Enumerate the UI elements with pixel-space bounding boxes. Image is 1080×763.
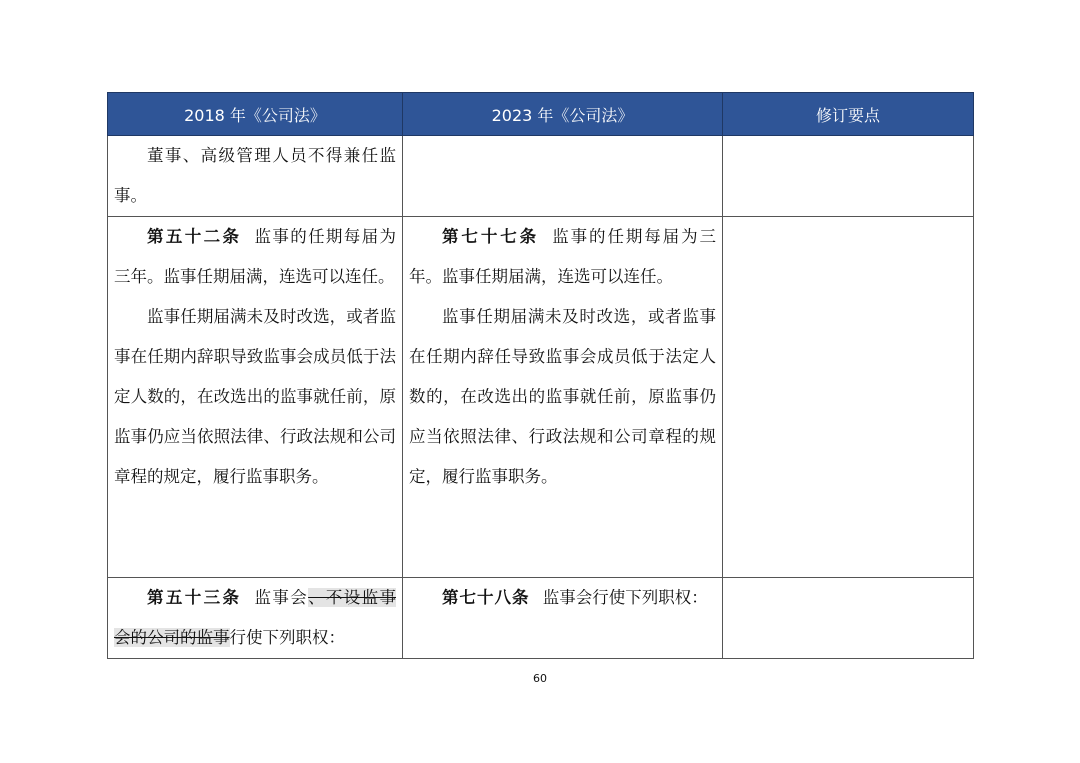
article-text: 行使下列职权： bbox=[229, 628, 345, 647]
cell-2018 bbox=[108, 217, 403, 578]
paragraph: 董事、高级管理人员不得兼任监事。 bbox=[114, 146, 396, 205]
header-2023: 2023 年《公司法》 bbox=[403, 93, 723, 136]
table-row bbox=[108, 136, 974, 217]
cell-2018 bbox=[108, 578, 403, 659]
header-row bbox=[108, 93, 974, 136]
article-number: 第七十八条 bbox=[442, 588, 530, 607]
article-number: 第五十三条 bbox=[147, 588, 242, 607]
deleted-text: 、不设监事会的公司的监事 bbox=[114, 588, 396, 647]
paragraph: 监事任期届满未及时改选，或者监事在任期内辞任导致监事会成员低于法定人数的，在改选出的监事就任前，原监事仍应当依照法律、行政法规和公司章程的规定，履行监事职务。 bbox=[409, 307, 716, 486]
paragraph bbox=[409, 217, 716, 297]
article-text: 监事的任期每届为三年。监事任期届满，连选可以连任。 bbox=[114, 227, 396, 286]
header-2018: 2018 年《公司法》 bbox=[108, 93, 403, 136]
cell-notes bbox=[723, 136, 974, 217]
cell-2018 bbox=[108, 136, 403, 217]
table-row bbox=[108, 578, 974, 659]
page-number: 60 bbox=[533, 672, 547, 685]
cell-notes bbox=[723, 578, 974, 659]
paragraph bbox=[114, 578, 396, 658]
article-text: 监事会 bbox=[254, 588, 309, 607]
cell-2023 bbox=[403, 217, 723, 578]
cell-2023 bbox=[403, 136, 723, 217]
article-number: 第五十二条 bbox=[147, 227, 242, 246]
article-text: 监事的任期每届为三年。监事任期届满，连选可以连任。 bbox=[409, 227, 717, 286]
paragraph bbox=[409, 578, 716, 618]
paragraph bbox=[114, 217, 396, 297]
cell-2023 bbox=[403, 578, 723, 659]
article-number: 第七十七条 bbox=[442, 227, 540, 246]
comparison-table bbox=[107, 92, 974, 659]
header-notes: 修订要点 bbox=[723, 93, 974, 136]
table-row bbox=[108, 217, 974, 578]
article-text: 监事会行使下列职权： bbox=[542, 588, 708, 607]
paragraph: 监事任期届满未及时改选，或者监事在任期内辞职导致监事会成员低于法定人数的，在改选出的监事就任前，原监事仍应当依照法律、行政法规和公司章程的规定，履行监事职务。 bbox=[114, 307, 396, 486]
cell-notes bbox=[723, 217, 974, 578]
